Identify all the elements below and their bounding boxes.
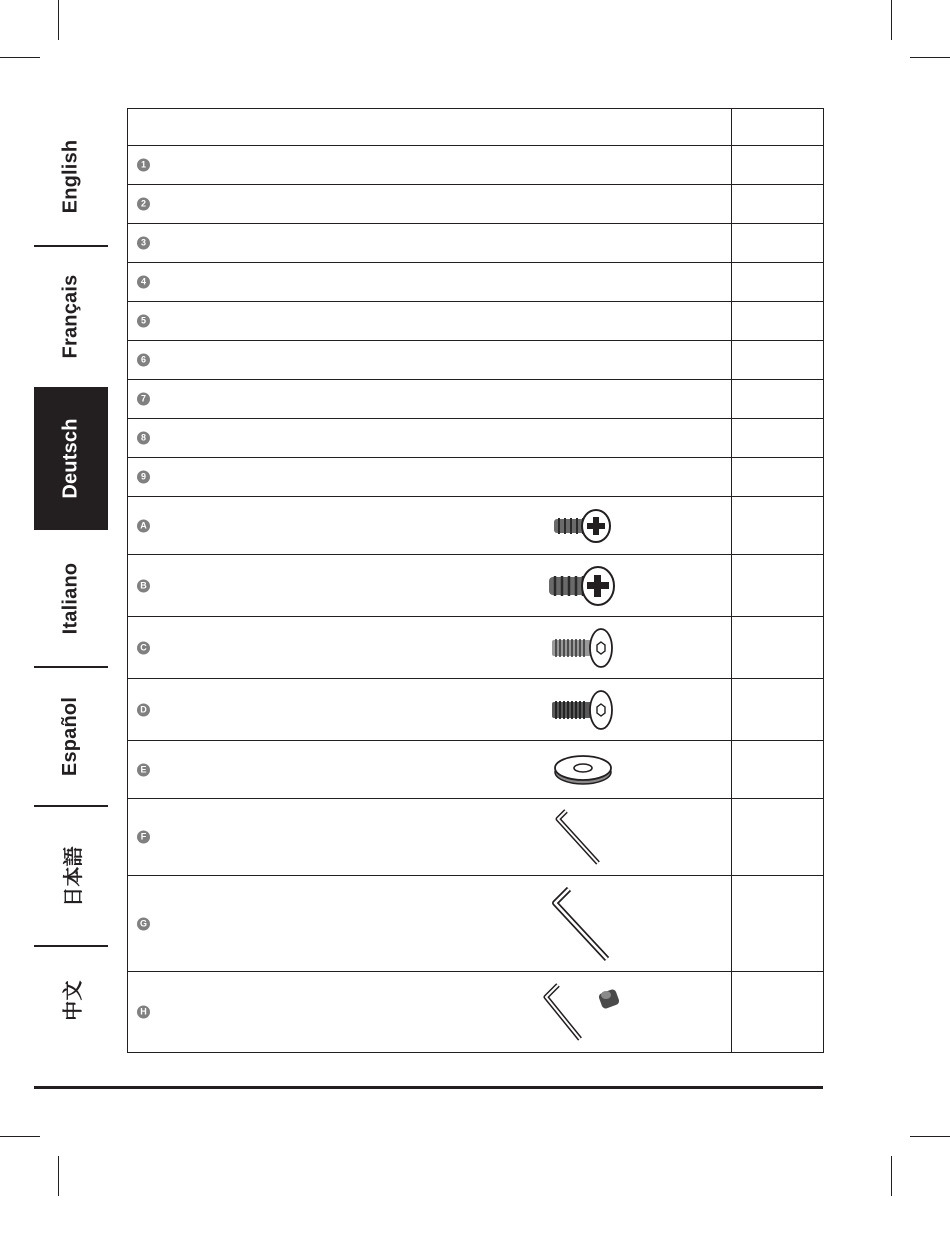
- quantity-cell: [732, 617, 824, 679]
- quantity-cell: [732, 419, 824, 458]
- part-badge: 7: [137, 393, 150, 406]
- language-tab-label: Deutsch: [59, 418, 82, 499]
- quantity-cell: [732, 185, 824, 224]
- table-header-row: [128, 109, 824, 146]
- crop-mark: [910, 1136, 950, 1137]
- language-tab-francais[interactable]: [34, 247, 108, 386]
- quantity-cell: [732, 458, 824, 497]
- part-badge: C: [137, 641, 150, 654]
- table-row: [128, 419, 824, 458]
- header-quantity-cell: [732, 109, 824, 146]
- phillips-screw-small-icon: [552, 508, 614, 544]
- washer-icon: [552, 753, 614, 787]
- part-badge: 9: [137, 471, 150, 484]
- quantity-cell: [732, 555, 824, 617]
- language-tab-japanese[interactable]: [34, 807, 108, 945]
- part-badge: D: [137, 703, 150, 716]
- table-row: [128, 497, 824, 555]
- quantity-cell: [732, 497, 824, 555]
- quantity-cell: [732, 302, 824, 341]
- parts-table: [127, 108, 824, 1053]
- table-row: [128, 302, 824, 341]
- language-tab-english[interactable]: [34, 108, 108, 245]
- language-tab-italiano[interactable]: [34, 530, 108, 666]
- crop-mark: [891, 0, 892, 40]
- language-tab-label: English: [59, 139, 82, 214]
- table-row: [128, 799, 824, 876]
- part-badge: F: [137, 831, 150, 844]
- part-badge: E: [137, 763, 150, 776]
- header-description-cell: [128, 109, 732, 146]
- language-tab-label: Français: [59, 274, 82, 359]
- phillips-screw-large-icon: [547, 565, 617, 607]
- part-badge: 1: [137, 159, 150, 172]
- language-tab-label: Español: [59, 696, 82, 777]
- table-row: [128, 263, 824, 302]
- part-badge: 6: [137, 354, 150, 367]
- quantity-cell: [732, 799, 824, 876]
- quantity-cell: [732, 263, 824, 302]
- part-badge: 3: [137, 237, 150, 250]
- part-badge: 4: [137, 276, 150, 289]
- table-row: [128, 876, 824, 972]
- table-row: [128, 185, 824, 224]
- allen-key-and-set-screw-icon: [540, 981, 624, 1043]
- quantity-cell: [732, 380, 824, 419]
- allen-key-large-icon: [549, 885, 615, 963]
- crop-mark: [58, 0, 59, 40]
- part-badge: 2: [137, 198, 150, 211]
- crop-mark: [58, 1156, 59, 1196]
- quantity-cell: [732, 679, 824, 741]
- table-row: [128, 224, 824, 263]
- language-tabs: [34, 108, 108, 1053]
- quantity-cell: [732, 146, 824, 185]
- table-row: [128, 380, 824, 419]
- table-row: [128, 555, 824, 617]
- quantity-cell: [732, 876, 824, 972]
- part-badge: 8: [137, 432, 150, 445]
- quantity-cell: [732, 341, 824, 380]
- table-row: [128, 146, 824, 185]
- language-tab-espanol[interactable]: [34, 668, 108, 805]
- quantity-cell: [732, 972, 824, 1053]
- crop-mark: [0, 1136, 40, 1137]
- crop-mark: [0, 57, 40, 58]
- table-row: [128, 741, 824, 799]
- part-badge: A: [137, 519, 150, 532]
- footer-rule: [34, 1086, 823, 1089]
- language-tab-label: 中文: [62, 979, 85, 1021]
- language-tab-deutsch[interactable]: [34, 387, 108, 530]
- table-row: [128, 972, 824, 1053]
- crop-mark: [891, 1156, 892, 1196]
- part-badge: 5: [137, 315, 150, 328]
- quantity-cell: [732, 224, 824, 263]
- hex-flat-head-bolt-dark-icon: [550, 689, 616, 731]
- quantity-cell: [732, 741, 824, 799]
- language-tab-label: 日本語: [62, 845, 85, 907]
- part-badge: G: [137, 917, 150, 930]
- part-badge: B: [137, 579, 150, 592]
- hex-flat-head-bolt-icon: [550, 627, 616, 669]
- table-row: [128, 679, 824, 741]
- language-tab-label: Italiano: [59, 562, 82, 634]
- allen-key-small-icon: [552, 807, 606, 867]
- part-badge: H: [137, 1006, 150, 1019]
- table-row: [128, 341, 824, 380]
- crop-mark: [910, 57, 950, 58]
- table-row: [128, 458, 824, 497]
- language-tab-chinese[interactable]: [34, 947, 108, 1053]
- table-row: [128, 617, 824, 679]
